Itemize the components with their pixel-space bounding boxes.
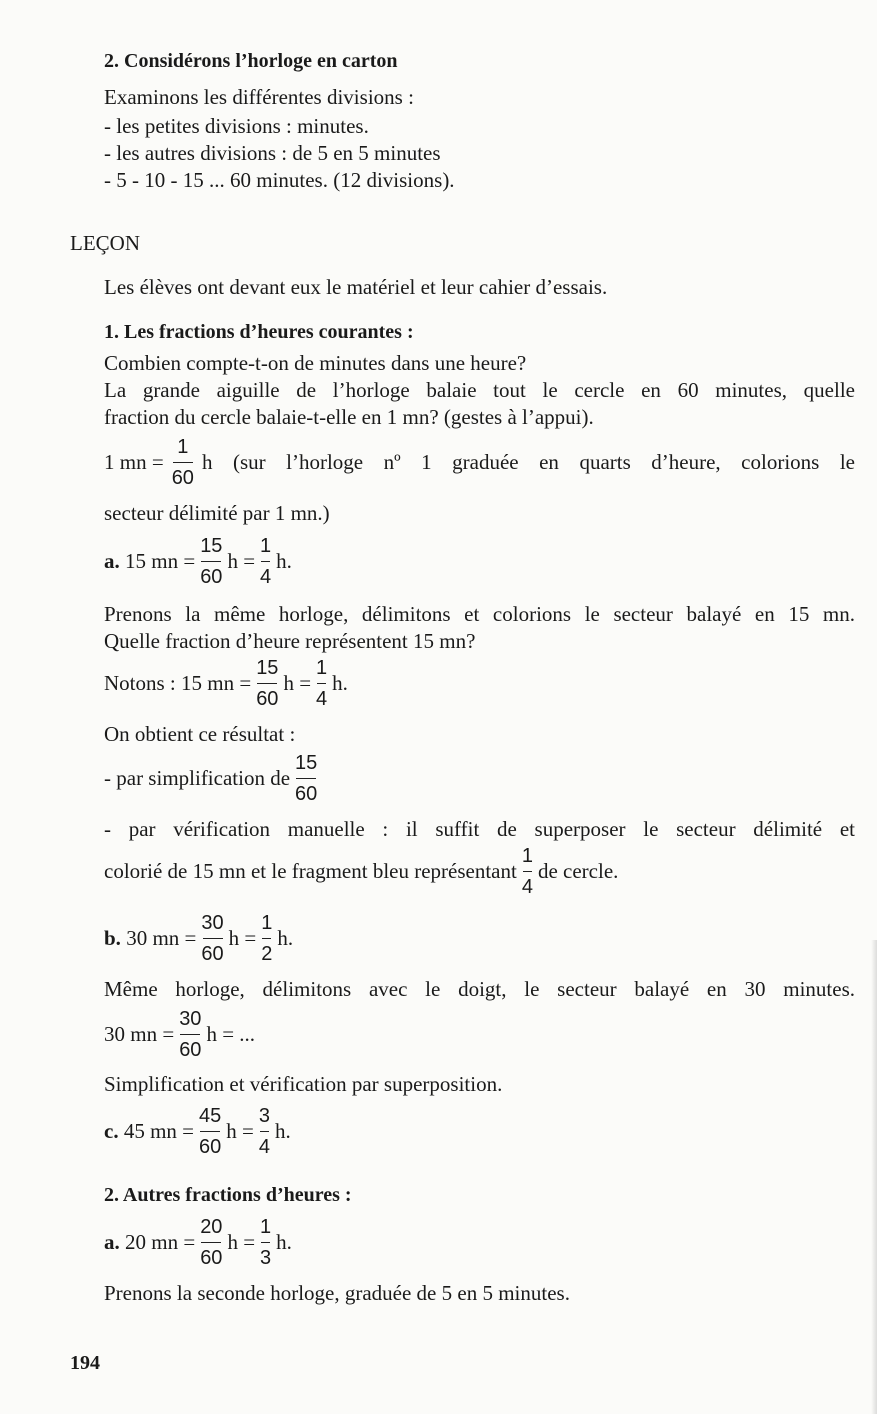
- equation-s2-20mn: [104, 1217, 292, 1268]
- eq-rest: h (sur l’horloge nº 1 graduée en quarts d’heure, colorions le: [201, 450, 855, 474]
- eq-lhs: 1 mn =: [104, 450, 164, 474]
- fraction-denominator: 4: [521, 876, 533, 898]
- fraction-denominator: 2: [261, 943, 273, 965]
- fraction-denominator: 4: [258, 1136, 270, 1158]
- fraction: [260, 536, 271, 587]
- eq-lhs: 30 mn =: [126, 926, 197, 950]
- eq-lhs: 20 mn =: [125, 1230, 196, 1254]
- fraction: [200, 536, 222, 587]
- fraction-numerator: 15: [200, 535, 223, 557]
- fraction-denominator: 60: [171, 467, 194, 489]
- verification-line2: [104, 846, 618, 897]
- fraction-denominator: 4: [316, 688, 328, 710]
- paragraph-meme-horloge: Même horloge, délimitons avec le doigt, le secteur balayé en 30 minutes.: [104, 977, 855, 1001]
- eq-rest: h = ...: [206, 1022, 256, 1046]
- fraction-numerator: 1: [521, 845, 533, 867]
- fraction: [172, 437, 194, 488]
- eq-mid: h =: [283, 671, 312, 695]
- fraction-denominator: 60: [201, 943, 224, 965]
- verif-end: de cercle.: [537, 859, 619, 883]
- fraction: [259, 1106, 270, 1157]
- paragraph-quelle-fraction: Quelle fraction d’heure représentent 15 mn?: [104, 629, 476, 653]
- paragraph-seconde-horloge: Prenons la seconde horloge, graduée de 5 en 5 minutes.: [104, 1281, 570, 1305]
- fraction-numerator: 1: [177, 436, 189, 458]
- fraction-numerator: 30: [201, 912, 224, 934]
- verification-line1: - par vérification manuelle : il suffit de superposer le secteur délimité et: [104, 817, 855, 841]
- fraction-numerator: 1: [260, 1216, 272, 1238]
- equation-c-45mn: [104, 1106, 291, 1157]
- lecon-intro: Les élèves ont devant eux le matériel et leur cahier d’essais.: [104, 275, 608, 299]
- fraction: [261, 913, 272, 964]
- eq-end: h.: [276, 1230, 292, 1254]
- result-intro: On obtient ce résultat :: [104, 722, 296, 746]
- fraction-numerator: 45: [199, 1105, 222, 1127]
- question-cercle-line2: fraction du cercle balaie-t-elle en 1 mn? (gestes à l’appui).: [104, 405, 594, 429]
- item-label: a.: [104, 549, 120, 573]
- eq-end: h.: [276, 549, 292, 573]
- lecon-heading: LEÇON: [70, 231, 140, 255]
- eq1-line2: secteur délimité par 1 mn.): [104, 501, 330, 525]
- subsection-title-fractions-courantes: 1. Les fractions d’heures courantes :: [104, 321, 414, 343]
- equation-1mn: [104, 437, 855, 488]
- fraction-denominator: 60: [199, 1136, 222, 1158]
- fraction-numerator: 15: [295, 752, 318, 774]
- fraction-denominator: 3: [260, 1247, 272, 1269]
- paragraph-prenons-horloge: Prenons la même horloge, délimitons et colorions le secteur balayé en 15 mn.: [104, 602, 855, 626]
- eq-end: h.: [274, 1119, 291, 1143]
- eq-lhs: Notons : 15 mn =: [104, 671, 252, 695]
- eq-end: h.: [332, 671, 348, 695]
- fraction-numerator: 1: [260, 535, 272, 557]
- fraction-numerator: 15: [256, 657, 279, 679]
- fraction-denominator: 60: [200, 1247, 223, 1269]
- fraction-numerator: 1: [261, 912, 273, 934]
- question-minutes: Combien compte-t-on de minutes dans une heure?: [104, 351, 527, 375]
- eq-mid: h =: [228, 926, 257, 950]
- simplification-line: [104, 753, 322, 804]
- eq-mid: h =: [227, 549, 256, 573]
- eq-mid: h =: [226, 1119, 254, 1143]
- fraction: [316, 658, 327, 709]
- fraction: [179, 1009, 201, 1060]
- fraction: [256, 658, 278, 709]
- fraction: [522, 846, 533, 897]
- fraction-numerator: 20: [200, 1216, 223, 1238]
- eq-mid: h =: [227, 1230, 256, 1254]
- fraction: [260, 1217, 271, 1268]
- equation-a-15mn: [104, 536, 292, 587]
- eq-lhs: 15 mn =: [125, 549, 196, 573]
- fraction: [201, 913, 223, 964]
- fraction-numerator: 3: [258, 1105, 270, 1127]
- fraction-denominator: 60: [179, 1039, 202, 1061]
- simp-text: - par simplification de: [104, 766, 291, 790]
- subsection-title-autres-fractions: 2. Autres fractions d’heures :: [104, 1184, 352, 1206]
- fraction-numerator: 1: [316, 657, 328, 679]
- fraction-denominator: 60: [200, 566, 223, 588]
- eq-end: h.: [277, 926, 294, 950]
- section-title-horloge-carton: 2. Considérons l’horloge en carton: [104, 50, 398, 72]
- list-item: - les autres divisions : de 5 en 5 minutes: [104, 141, 441, 165]
- fraction-denominator: 4: [260, 566, 272, 588]
- list-item: - les petites divisions : minutes.: [104, 114, 369, 138]
- fraction: [200, 1217, 222, 1268]
- intro-divisions: Examinons les différentes divisions :: [104, 85, 414, 109]
- eq-lhs: 30 mn =: [104, 1022, 175, 1046]
- fraction: [199, 1106, 221, 1157]
- item-label: b.: [104, 926, 121, 950]
- item-label: a.: [104, 1230, 120, 1254]
- equation-notons: [104, 658, 348, 709]
- equation-30mn-dots: [104, 1009, 255, 1060]
- item-label: c.: [104, 1119, 119, 1143]
- fraction-numerator: 30: [179, 1008, 202, 1030]
- verif-text: colorié de 15 mn et le fragment bleu représentant: [104, 859, 517, 883]
- eq-lhs: 45 mn =: [123, 1119, 195, 1143]
- page-number: 194: [70, 1352, 100, 1374]
- fraction-denominator: 60: [295, 783, 318, 805]
- list-item: - 5 - 10 - 15 ... 60 minutes. (12 divisions).: [104, 168, 455, 192]
- equation-b-30mn: [104, 913, 293, 964]
- fraction: [295, 753, 317, 804]
- page-edge-shadow: [871, 940, 877, 1414]
- paragraph-simplification: Simplification et vérification par superposition.: [104, 1072, 503, 1096]
- fraction-denominator: 60: [256, 688, 279, 710]
- question-cercle-line1: La grande aiguille de l’horloge balaie tout le cercle en 60 minutes, quelle: [104, 378, 855, 402]
